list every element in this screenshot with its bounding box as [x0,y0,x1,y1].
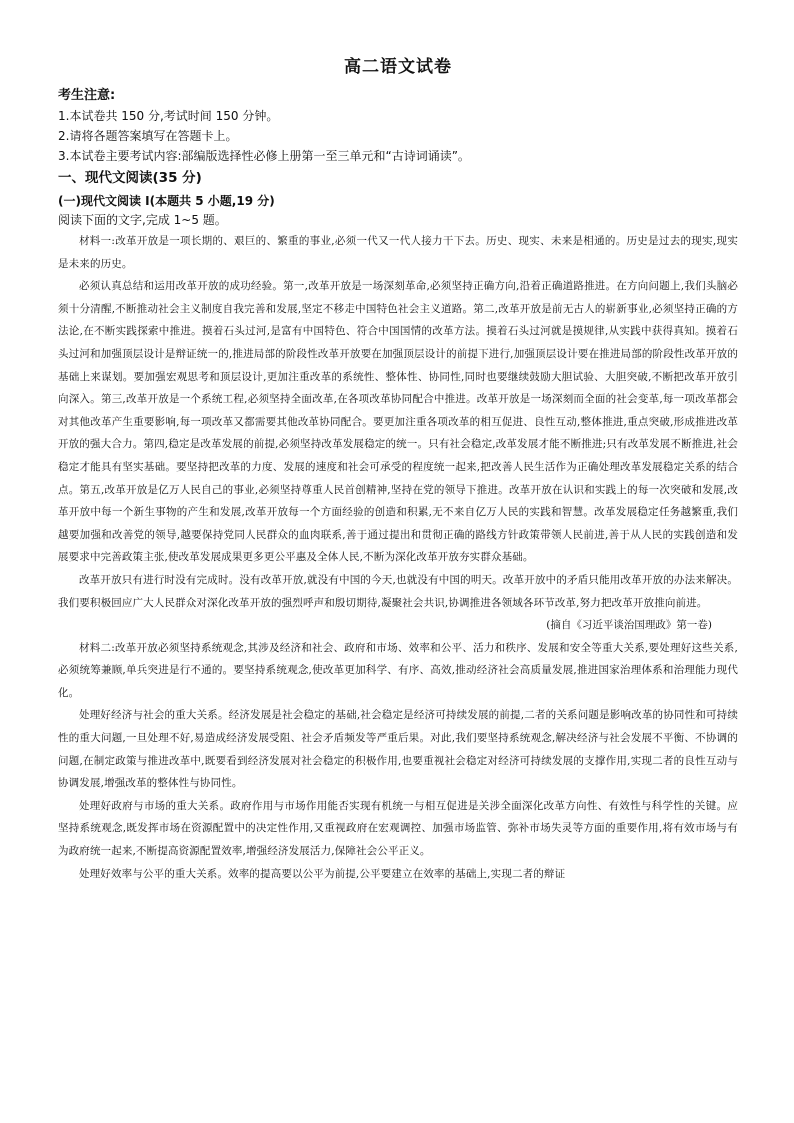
notice-item: 3.本试卷主要考试内容:部编版选择性必修上册第一至三单元和“古诗词诵读”。 [58,149,470,163]
material-paragraph: 必须认真总结和运用改革开放的成功经验。第一,改革开放是一场深刻革命,必须坚持正确方向,沿着正确道路推进。在方向问题上,我们头脑必须十分清醒,不断推动社会主义制度自我完善和发展,坚定不移走中国特色社会主义道路。第二,改革开放是前无古人的崭新事业,必须坚持正确的方法论,在不断实践探索中推进。摸着石头过河,是富有中国特色、符合中国国情的改革方法。摸着石头过河就是摸规律,从实践中获得真知。摸着石头过河和加强顶层设计是辩证统一的,推进局部的阶段性改革开放要在加强顶层设计的前提下进行,加强顶层设计要在推进局部的阶段性改革开放的基础上来谋划。要加强宏观思考和顶层设计,更加注重改革的系统性、整体性、协同性,同时也要继续鼓励大胆试验、大胆突破,不断把改革开放引向深入。第三,改革开放是一个系统工程,必须坚持全面改革,在各项改革协同配合中推进。改革开放是一场深刻而全面的社会变革,每一项改革都会对其他改革产生重要影响,每一项改革又都需要其他改革协同配合。要更加注重各项改革的相互促进、良性互动,整体推进,重点突破,形成推进改革开放的强大合力。第四,稳定是改革发展的前提,必须坚持改革发展稳定的统一。只有社会稳定,改革发展才能不断推进;只有改革发展不断推进,社会稳定才能具有坚实基础。要坚持把改革的力度、发展的速度和社会可承受的程度统一起来,把改善人民生活作为正确处理改革发展稳定关系的结合点。第五,改革开放是亿万人民自己的事业,必须坚持尊重人民首创精神,坚持在党的领导下推进。改革开放在认识和实践上的每一次突破和发展,改革开放中每一个新生事物的产生和发展,改革开放每一个方面经验的创造和积累,无不来自亿万人民的实践和智慧。改革发展稳定任务越繁重,我们越要加强和改善党的领导,越要保持党同人民群众的血肉联系,善于通过提出和贯彻正确的路线方针政策带领人民前进,善于从人民的实践创造和发展要求中完善政策主张,使改革发展成果更多更公平惠及全体人民,不断为深化改革开放夯实群众基础。 [58,280,738,564]
notice-item: 1.本试卷共 150 分,考试时间 150 分钟。 [58,109,279,123]
notice-heading: 考生注意: [58,88,116,103]
section-heading: 一、现代文阅读(35 分) [58,170,202,186]
reading-instruction: 阅读下面的文字,完成 1~5 题。 [58,213,227,227]
material-two [58,637,738,886]
subsection-heading: (一)现代文阅读 I(本题共 5 小题,19 分) [58,194,275,208]
material-paragraph: 材料一:改革开放是一项长期的、艰巨的、繁重的事业,必须一代又一代人接力干下去。历史、现实、未来是相通的。历史是过去的现实,现实是未来的历史。 [58,235,738,270]
exam-title: 高二语文试卷 [344,57,452,77]
material-source: (摘自《习近平谈治国理政》第一卷) [546,619,712,632]
exam-page [58,54,738,885]
candidate-notice [58,86,738,166]
material-paragraph: 材料二:改革开放必须坚持系统观念,其涉及经济和社会、政府和市场、效率和公平、活力和秩序、发展和安全等重大关系,要处理好这些关系,必须统筹兼顾,单兵突进是行不通的。要坚持系统观念,使改革更加科学、有序、高效,推动经济社会高质量发展,推进国家治理体系和治理能力现代化。 [58,641,738,699]
material-paragraph: 改革开放只有进行时没有完成时。没有改革开放,就没有中国的今天,也就没有中国的明天。改革开放中的矛盾只能用改革开放的办法来解决。我们要积极回应广大人民群众对深化改革开放的强烈呼声和殷切期待,凝聚社会共识,协调推进各领域各环节改革,努力把改革开放推向前进。 [58,573,738,609]
material-paragraph: 处理好效率与公平的重大关系。效率的提高要以公平为前提,公平要建立在效率的基础上,实现二者的辩证 [79,867,566,880]
material-one [58,230,738,637]
material-paragraph: 处理好经济与社会的重大关系。经济发展是社会稳定的基础,社会稳定是经济可持续发展的前提,二者的关系问题是影响改革的协同性和可持续性的重大问题,一旦处理不好,易造成经济发展受阻、社会矛盾频发等严重后果。对此,我们要坚持系统观念,解决经济与社会发展不平衡、不协调的问题,在制定政策与推进改革中,既要看到经济发展对社会稳定的积极作用,也要重视社会稳定对经济可持续发展的支撑作用,实现二者的良性互动与协调发展,增强改革的整体性与协同性。 [58,709,738,790]
notice-item: 2.请将各题答案填写在答题卡上。 [58,129,238,143]
material-paragraph: 处理好政府与市场的重大关系。政府作用与市场作用能否实现有机统一与相互促进是关涉全面深化改革方向性、有效性与科学性的关键。应坚持系统观念,既发挥市场在资源配置中的决定性作用,又重视政府在宏观调控、加强市场监管、弥补市场失灵等方面的重要作用,将有效市场与有为政府统一起来,不断提高资源配置效率,增强经济发展活力,保障社会公平正义。 [58,799,738,858]
